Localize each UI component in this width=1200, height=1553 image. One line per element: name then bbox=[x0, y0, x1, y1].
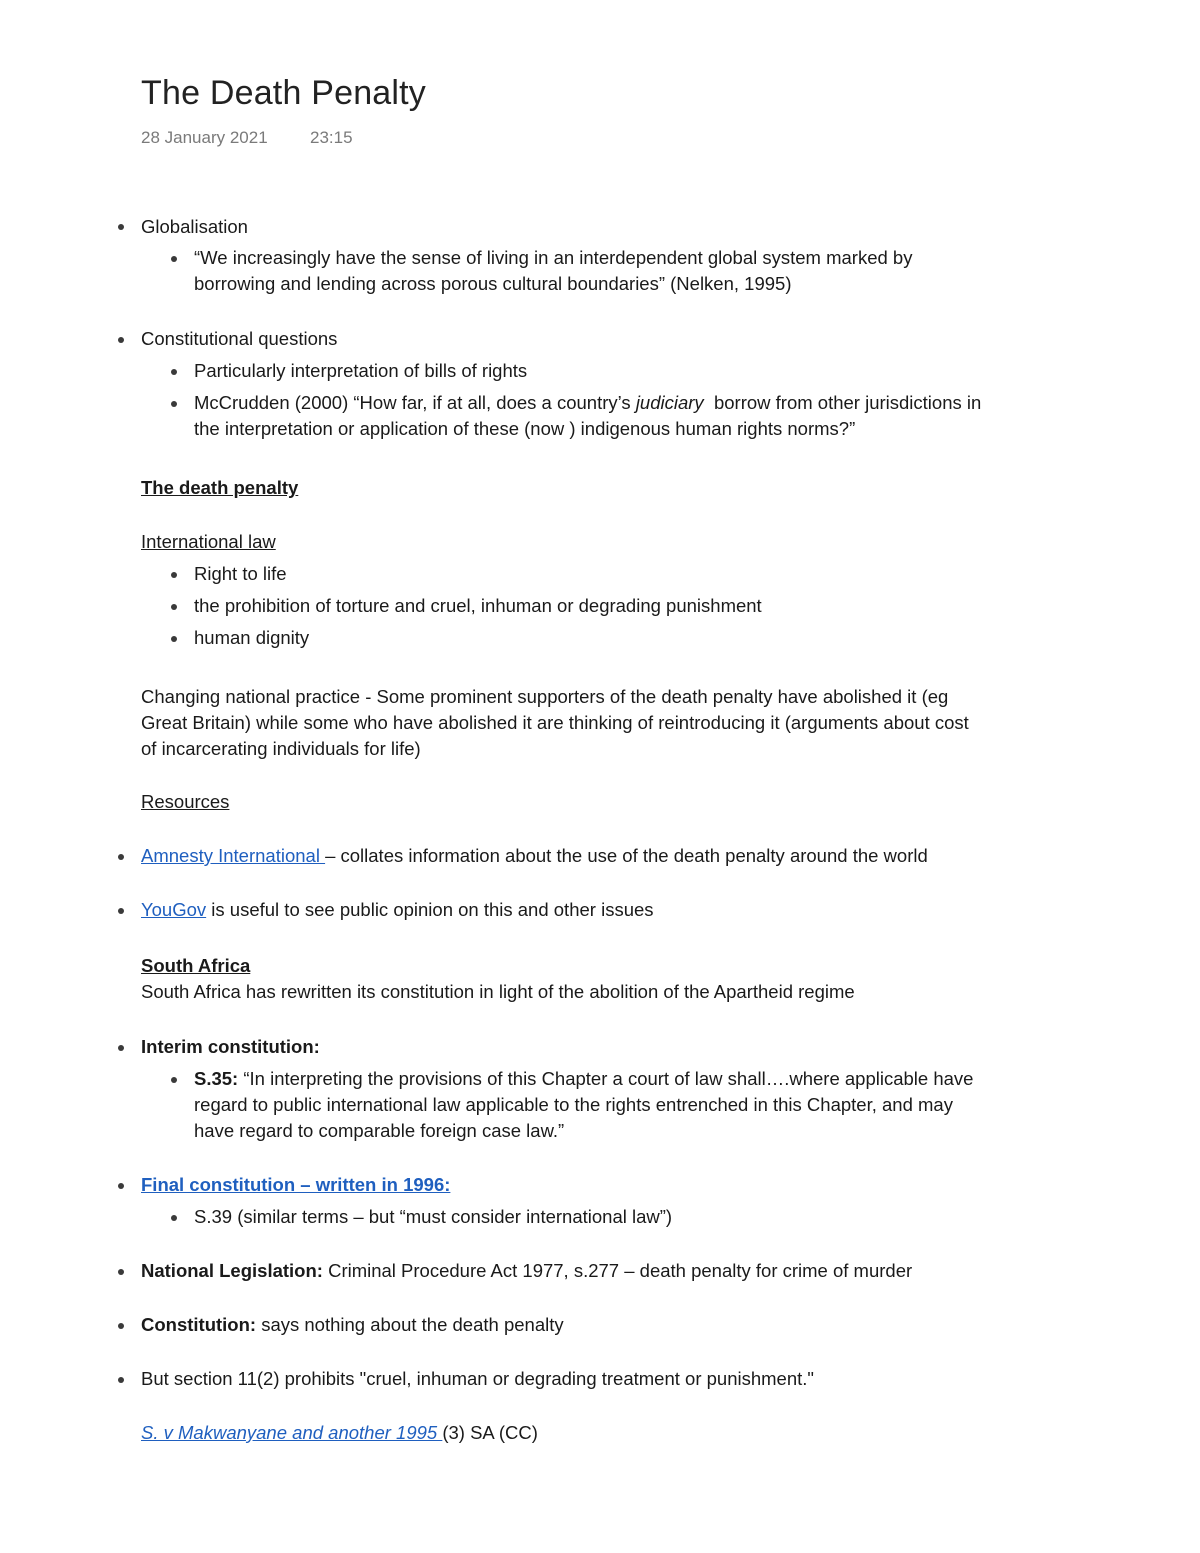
death-penalty-heading: The death penalty bbox=[141, 477, 299, 498]
national-legislation-item bbox=[141, 1258, 912, 1284]
section-11-item: But section 11(2) prohibits "cruel, inhuman or degrading treatment or punishment." bbox=[141, 1368, 814, 1389]
mccrudden-text-pre: McCrudden (2000) “How far, if at all, does a country’s bbox=[194, 392, 636, 413]
bullet-icon bbox=[118, 1377, 124, 1383]
south-africa-heading: South Africa bbox=[141, 955, 251, 976]
mccrudden-judiciary: judiciary bbox=[635, 392, 704, 413]
international-law-heading: International law bbox=[141, 531, 276, 552]
final-constitution-link[interactable]: Final constitution – written in 1996: bbox=[141, 1174, 451, 1195]
makwanyane-case-link[interactable]: S. v Makwanyane and another 1995 bbox=[141, 1422, 443, 1443]
national-legislation-label: National Legislation: bbox=[141, 1260, 323, 1281]
south-africa-text: South Africa has rewritten its constitution in light of the abolition of the Apartheid regime bbox=[141, 981, 855, 1002]
case-citation-text: (3) SA (CC) bbox=[442, 1422, 538, 1443]
constitutional-heading: Constitutional questions bbox=[141, 328, 338, 349]
yougov-link[interactable]: YouGov bbox=[141, 899, 207, 920]
constitution-item bbox=[141, 1312, 564, 1338]
constitution-text: says nothing about the death penalty bbox=[256, 1314, 564, 1335]
bullet-icon bbox=[118, 1269, 124, 1275]
s35-label: S.35: bbox=[194, 1068, 239, 1089]
bullet-icon bbox=[171, 1215, 177, 1221]
bullet-icon bbox=[118, 1183, 124, 1189]
bullet-icon bbox=[171, 604, 177, 610]
amnesty-item bbox=[141, 843, 928, 869]
interim-constitution-heading: Interim constitution: bbox=[141, 1036, 320, 1057]
mccrudden-text-post: borrow from other jurisdictions in bbox=[703, 392, 982, 413]
s35-line3: have regard to comparable foreign case law.” bbox=[194, 1120, 565, 1141]
changing-practice-line1: Changing national practice - Some prominent supporters of the death penalty have abolished it (eg bbox=[141, 686, 949, 707]
yougov-item bbox=[141, 897, 654, 923]
changing-practice-line3: of incarcerating individuals for life) bbox=[141, 738, 421, 759]
case-citation bbox=[141, 1420, 538, 1446]
page-time: 23:15 bbox=[310, 128, 353, 147]
page-title: The Death Penalty bbox=[141, 74, 427, 112]
page-date: 28 January 2021 bbox=[141, 128, 268, 147]
bullet-icon bbox=[171, 401, 177, 407]
bullet-icon bbox=[171, 256, 177, 262]
s35-line1 bbox=[194, 1066, 973, 1092]
bullet-icon bbox=[118, 224, 124, 230]
intl-law-item: Right to life bbox=[194, 563, 287, 584]
constitution-label: Constitution: bbox=[141, 1314, 257, 1335]
bullet-icon bbox=[171, 1077, 177, 1083]
bullet-icon bbox=[171, 369, 177, 375]
bullet-icon bbox=[118, 854, 124, 860]
amnesty-description: – collates information about the use of the death penalty around the world bbox=[325, 845, 928, 866]
nelken-quote-line1: “We increasingly have the sense of living in an interdependent global system marked by bbox=[194, 247, 913, 268]
bullet-icon bbox=[118, 337, 124, 343]
national-legislation-text: Criminal Procedure Act 1977, s.277 – death penalty for crime of murder bbox=[322, 1260, 913, 1281]
final-constitution-item bbox=[141, 1172, 450, 1198]
intl-law-item: the prohibition of torture and cruel, inhuman or degrading punishment bbox=[194, 595, 762, 616]
resources-heading: Resources bbox=[141, 791, 230, 812]
bullet-icon bbox=[118, 1045, 124, 1051]
amnesty-international-link[interactable]: Amnesty International bbox=[141, 845, 326, 866]
bullet-icon bbox=[171, 572, 177, 578]
s39-item: S.39 (similar terms – but “must consider international law”) bbox=[194, 1206, 673, 1227]
bullet-icon bbox=[171, 636, 177, 642]
yougov-description: is useful to see public opinion on this and other issues bbox=[206, 899, 654, 920]
s35-text: “In interpreting the provisions of this Chapter a court of law shall….where applicable have bbox=[238, 1068, 974, 1089]
mccrudden-line1 bbox=[194, 390, 981, 416]
changing-practice-line2: Great Britain) while some who have abolished it are thinking of reintroducing it (arguments about cost bbox=[141, 712, 969, 733]
nelken-quote-line2: borrowing and lending across porous cultural boundaries” (Nelken, 1995) bbox=[194, 273, 792, 294]
s35-line2: regard to public international law applicable to the rights entrenched in this Chapter, and may bbox=[194, 1094, 953, 1115]
globalisation-heading: Globalisation bbox=[141, 216, 248, 237]
mccrudden-line2: the interpretation or application of these (now ) indigenous human rights norms?” bbox=[194, 418, 856, 439]
intl-law-item: human dignity bbox=[194, 627, 310, 648]
bills-of-rights-item: Particularly interpretation of bills of rights bbox=[194, 360, 528, 381]
bullet-icon bbox=[118, 1323, 124, 1329]
bullet-icon bbox=[118, 908, 124, 914]
